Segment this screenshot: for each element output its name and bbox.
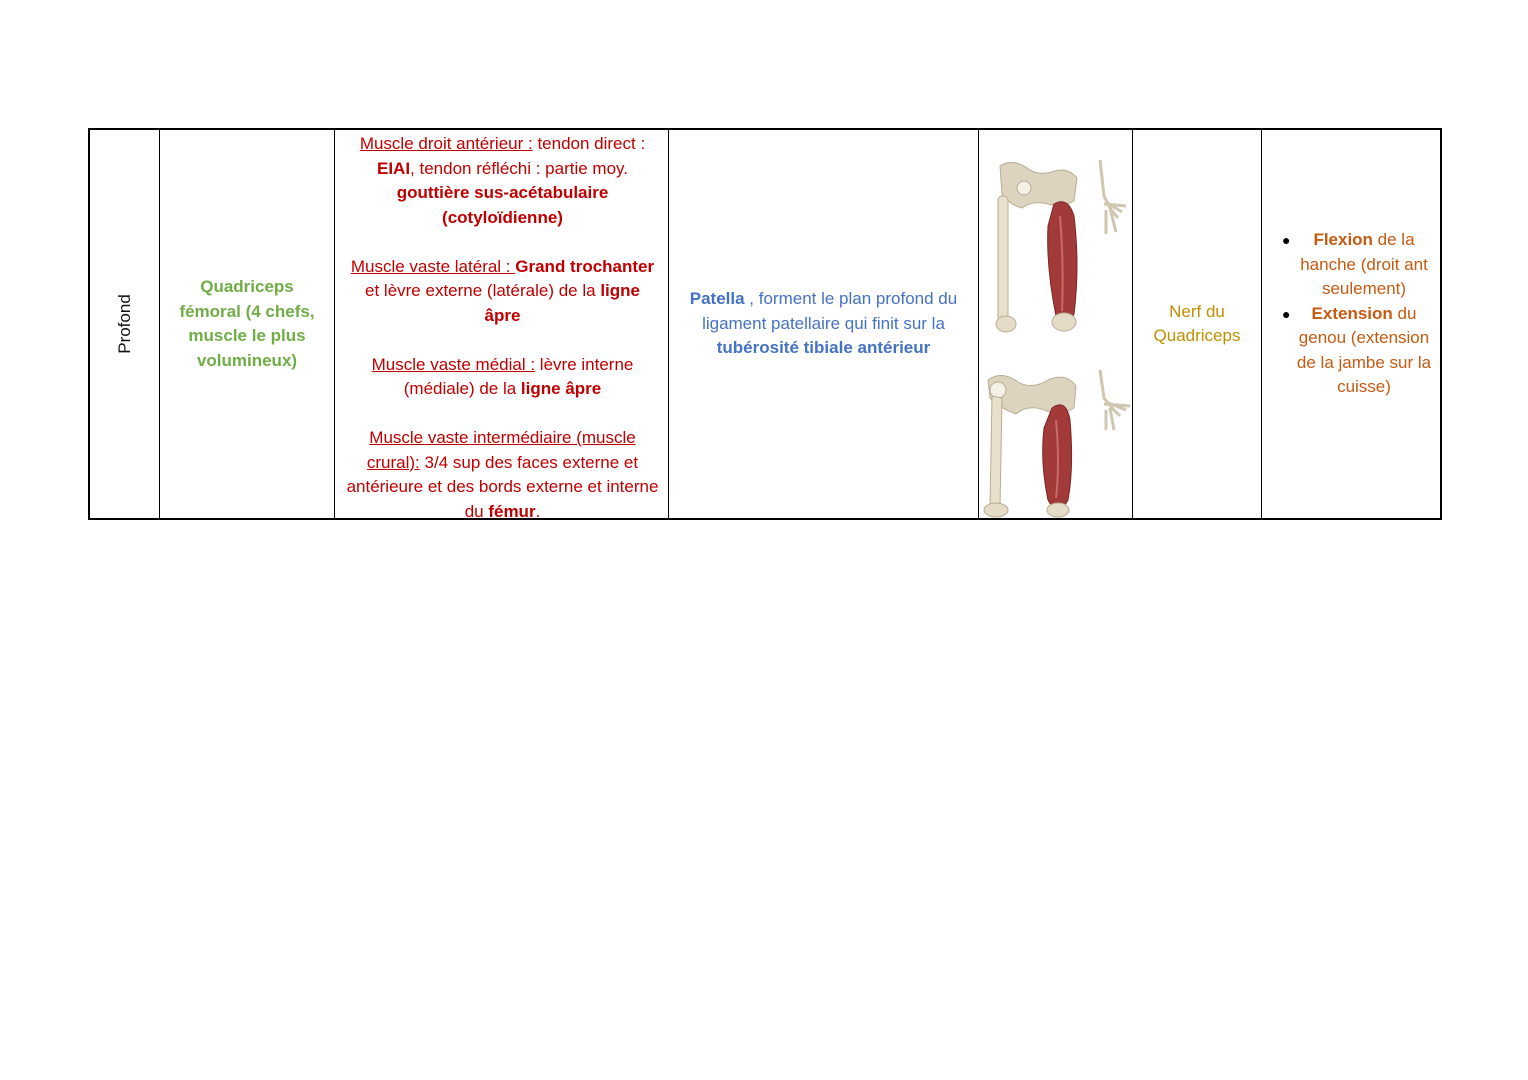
muscle-table-row [88,128,1442,520]
muscle-name-cell [160,130,335,518]
action-bold: Flexion [1313,230,1373,249]
action-bold: Extension [1311,303,1393,323]
origin-bold: gouttière sus-acétabulaire (cotyloïdienne) [396,183,609,227]
origin-bold: EIAI [376,158,411,178]
bullet-icon: ● [1282,232,1291,248]
insertion-bold: tubérosité tibiale antérieur [716,338,931,358]
origin-text: 3/4 sup des faces externe et antérieure et des bords externe et interne du [346,452,659,521]
origins-text [335,130,668,524]
bullet-icon: ● [1282,305,1291,322]
origin-title: Muscle vaste intermédiaire (muscle crural): [366,428,636,472]
origin-text: . [535,501,541,521]
actions-cell [1262,130,1440,518]
origin-text: et lèvre externe (latérale) de la [365,281,601,300]
quadriceps-anatomy-illustration-lateral-icon [982,368,1132,518]
layer-cell [90,130,160,518]
insertion-cell [669,130,979,518]
origin-droit-anterieur [345,132,660,230]
origin-bold: ligne âpre [484,281,640,325]
layer-label: Profond [114,294,134,354]
nerve-cell [1133,130,1262,518]
origin-title: Muscle vaste latéral : [350,256,516,276]
origin-vaste-lateral [345,255,660,329]
action-item [1282,302,1432,400]
origin-vaste-medial [345,353,660,402]
quadriceps-anatomy-illustration-anterior-icon [982,156,1132,336]
action-item [1282,228,1432,302]
insertion-bold: Patella [689,289,745,309]
origin-bold: fémur [488,501,536,521]
action-text: du genou (extension de la jambe sur la cuisse) [1296,303,1432,396]
origin-text: lèvre interne (médiale) de la [403,354,634,398]
origin-text: tendon direct : [532,134,646,153]
origins-cell [335,130,669,521]
actions-list [1262,130,1440,400]
origin-title: Muscle droit antérieur : [359,134,533,153]
origin-title: Muscle vaste médial : [371,354,536,374]
action-text: de la hanche (droit ant seulement) [1300,230,1428,298]
origin-bold: ligne âpre [520,379,602,398]
insertion-text [669,287,978,361]
insertion-plain: , forment le plan profond du ligament patellaire qui finit sur la [702,289,958,333]
nerve-text: Nerf du Quadriceps [1153,301,1241,345]
origin-text: , tendon réfléchi : partie moy. [410,158,629,178]
muscle-name: Quadriceps fémoral (4 chefs, muscle le plus volumineux) [179,277,315,370]
illustration-cell [979,130,1133,518]
origin-bold: Grand trochanter [515,256,655,276]
origin-vaste-intermediaire [345,426,660,524]
